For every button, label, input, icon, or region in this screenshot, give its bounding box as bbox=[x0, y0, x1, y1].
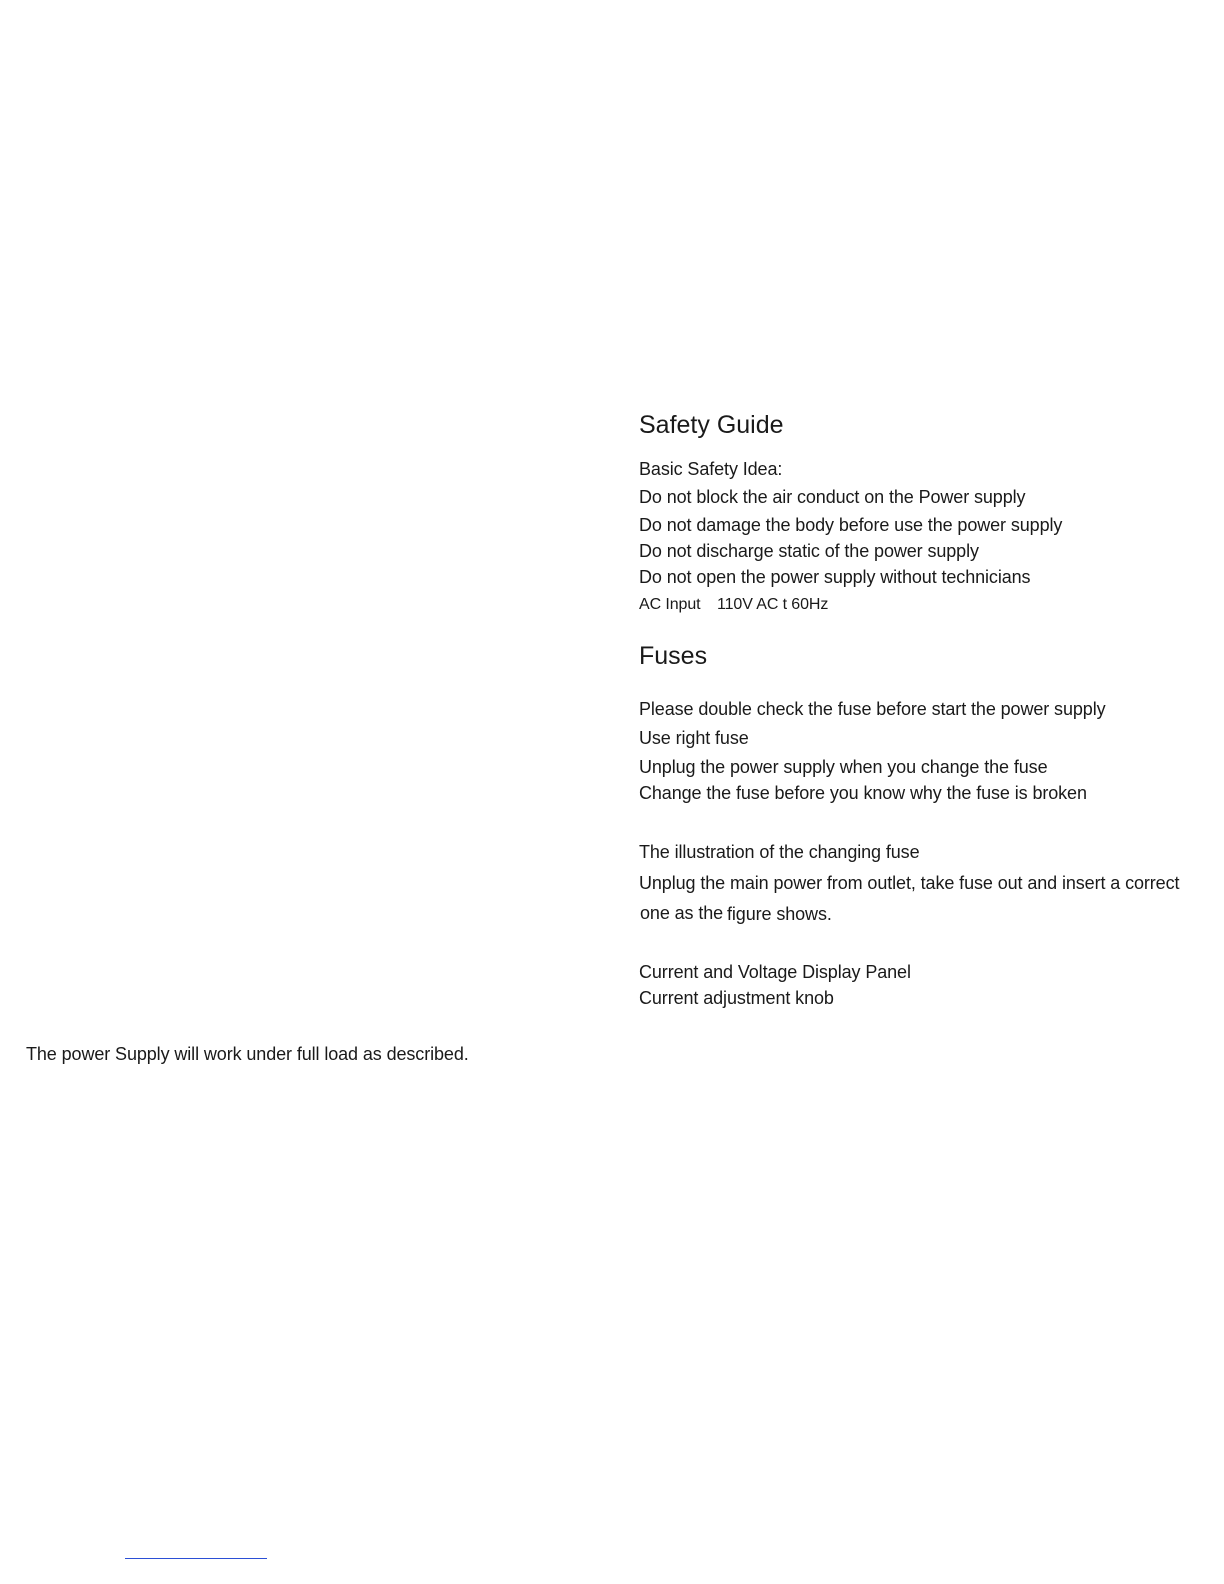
illustration-title: The illustration of the changing fuse bbox=[639, 842, 920, 862]
safety-guide-heading: Safety Guide bbox=[639, 411, 784, 439]
fuses-heading: Fuses bbox=[639, 642, 708, 670]
fuse-item: Change the fuse before you know why the fuse is broken bbox=[639, 783, 1087, 803]
ac-input-value: 110V AC t 60Hz bbox=[717, 596, 829, 613]
safety-item: Do not block the air conduct on the Power supply bbox=[639, 487, 1026, 507]
safety-intro: Basic Safety Idea: bbox=[639, 459, 783, 479]
full-load-statement: The power Supply will work under full load as described. bbox=[26, 1044, 469, 1064]
illustration-instructions-cont: one as the bbox=[640, 903, 724, 923]
footer-link-underline bbox=[125, 1558, 267, 1559]
knob-label: Current adjustment knob bbox=[639, 988, 834, 1008]
fuse-item: Please double check the fuse before start the power supply bbox=[639, 699, 1106, 719]
fuse-item: Use right fuse bbox=[639, 728, 749, 748]
display-panel-label: Current and Voltage Display Panel bbox=[639, 962, 911, 982]
safety-item: Do not discharge static of the power supply bbox=[639, 541, 979, 561]
ac-input-label: AC Input bbox=[639, 596, 701, 613]
safety-item: Do not damage the body before use the power supply bbox=[639, 515, 1063, 535]
illustration-instructions-end: figure shows. bbox=[727, 904, 832, 924]
illustration-instructions: Unplug the main power from outlet, take fuse out and insert a correct bbox=[639, 873, 1180, 893]
safety-item: Do not open the power supply without technicians bbox=[639, 567, 1031, 587]
fuse-item: Unplug the power supply when you change the fuse bbox=[639, 757, 1048, 777]
